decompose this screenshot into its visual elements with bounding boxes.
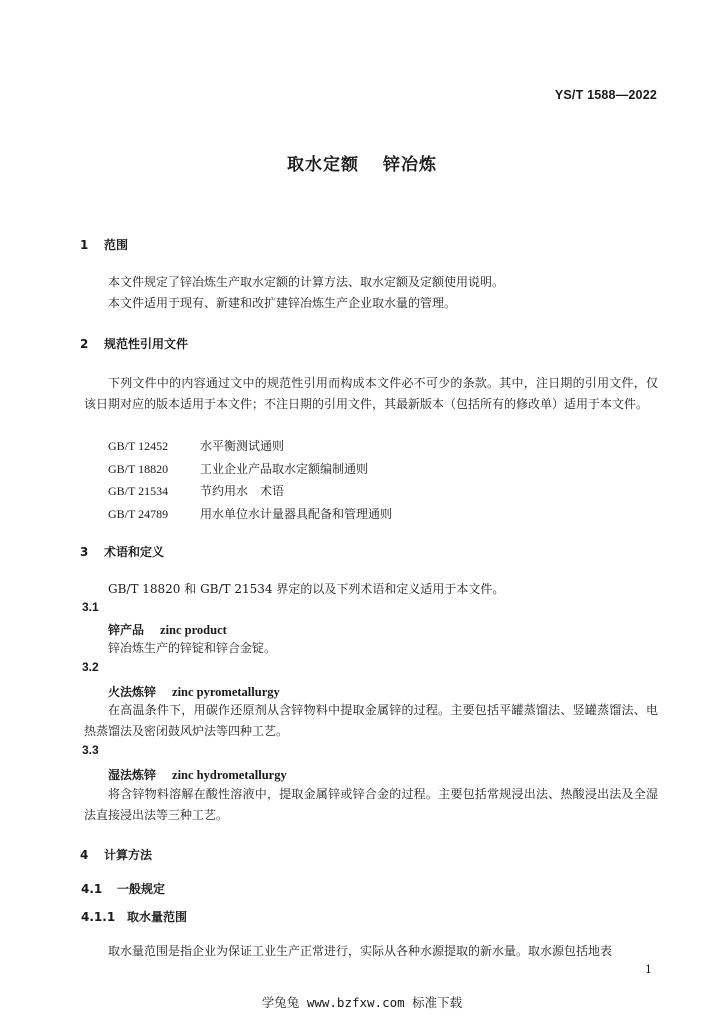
- section-2-heading: [80, 335, 188, 352]
- section-number: 3: [80, 545, 89, 559]
- reference-name: 节约用水 术语: [200, 484, 285, 498]
- term-number: 3.3: [82, 743, 99, 757]
- reference-code: GB/T 21534: [108, 484, 169, 498]
- term-english: zinc hydrometallurgy: [172, 768, 287, 782]
- term-definition: 锌冶炼生产的锌锭和锌合金锭。: [108, 641, 277, 655]
- section-number: 2: [80, 337, 89, 351]
- section-title: 取水量范围: [127, 910, 188, 924]
- section-1-paragraph-2: 本文件适用于现有、新建和改扩建锌冶炼生产企业取水量的管理。: [108, 296, 457, 310]
- reference-code: GB/T 18820: [108, 462, 169, 476]
- section-title: 术语和定义: [104, 545, 165, 559]
- reference-item: [108, 437, 284, 454]
- term-3-3: [108, 766, 287, 783]
- footer-watermark-text: 学兔兔 www.bzfxw.com 标准下载: [261, 995, 463, 1010]
- section-title: 规范性引用文件: [104, 337, 189, 351]
- term-3-2: [108, 683, 280, 700]
- reference-name: 用水单位水计量器具配备和管理通则: [200, 507, 393, 521]
- reference-item: [108, 460, 368, 477]
- title-part-1: 取水定额: [287, 155, 359, 175]
- section-2-paragraph-1: 下列文件中的内容通过文中的规范性引用而构成本文件必不可少的条款。其中，注日期的引用文件，仅该日期对应的版本适用于本文件；不注日期的引用文件，其最新版本（包括所有的修改单）适用于本文件。: [84, 376, 658, 411]
- section-title: 范围: [104, 238, 129, 252]
- term-chinese: 锌产品: [108, 623, 145, 637]
- term-number: 3.1: [82, 600, 99, 614]
- term-3-1: [108, 621, 227, 638]
- term-english: zinc product: [160, 623, 227, 637]
- document-title: [0, 150, 724, 175]
- subsection-4-1-heading: [81, 880, 165, 897]
- section-title: 一般规定: [117, 882, 166, 896]
- subsection-4-1-1-paragraph: 取水量范围是指企业为保证工业生产正常进行，实际从各种水源提取的新水量。取水源包括地表: [108, 944, 613, 958]
- subsection-4-1-1-heading: [81, 908, 187, 925]
- section-1-paragraph-1: 本文件规定了锌冶炼生产取水定额的计算方法、取水定额及定额使用说明。: [108, 275, 505, 289]
- section-3-heading: [80, 543, 164, 560]
- section-title: 计算方法: [104, 848, 153, 862]
- reference-item: [108, 505, 392, 522]
- page-number: 1: [645, 963, 652, 976]
- section-1-heading: [80, 236, 128, 253]
- section-number: 4.1: [81, 882, 103, 896]
- reference-code: GB/T 12452: [108, 439, 169, 453]
- term-number: 3.2: [82, 660, 99, 674]
- section-number: 4.1.1: [81, 910, 116, 924]
- term-english: zinc pyrometallurgy: [172, 685, 280, 699]
- section-number: 4: [80, 848, 89, 862]
- title-part-2: 锌冶炼: [383, 155, 437, 175]
- section-4-heading: [80, 846, 152, 863]
- reference-name: 水平衡测试通则: [200, 439, 285, 453]
- term-definition: 将含锌物料溶解在酸性溶液中，提取金属锌或锌合金的过程。主要包括常规浸出法、热酸浸出法及全湿法直接浸出法等三种工艺。: [84, 787, 658, 822]
- section-number: 1: [80, 238, 89, 252]
- reference-code: GB/T 24789: [108, 507, 169, 521]
- reference-name: 工业企业产品取水定额编制通则: [200, 462, 369, 476]
- term-chinese: 湿法炼锌: [108, 768, 157, 782]
- term-definition: 在高温条件下，用碳作还原剂从含锌物料中提取金属锌的过程。主要包括平罐蒸馏法、竖罐蒸馏法、电热蒸馏法及密闭鼓风炉法等四种工艺。: [84, 703, 658, 738]
- document-number: YS/T 1588—2022: [554, 88, 657, 102]
- term-chinese: 火法炼锌: [108, 685, 157, 699]
- section-3-paragraph-1: GB/T 18820 和 GB/T 21534 界定的以及下列术语和定义适用于本文件。: [108, 582, 505, 596]
- reference-item: [108, 482, 284, 499]
